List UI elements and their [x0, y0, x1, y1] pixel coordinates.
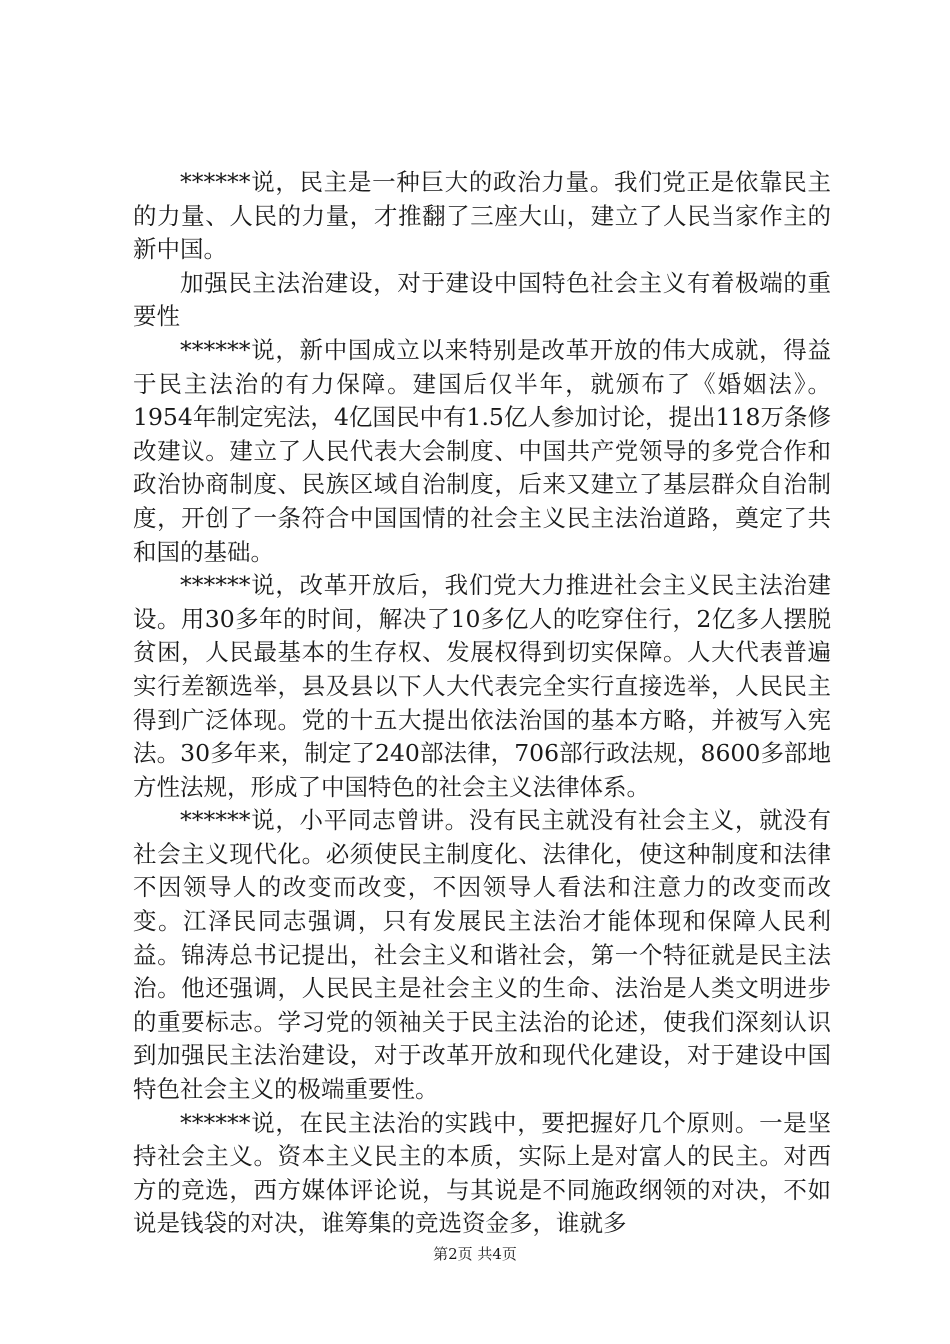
document-body — [133, 166, 831, 1241]
paragraph: ******说，民主是一种巨大的政治力量。我们党正是依靠民主的力量、人民的力量，才推翻了三座大山，建立了人民当家作主的新中国。 — [133, 168, 831, 264]
paragraph: ******说，小平同志曾讲。没有民主就没有社会主义，就没有社会主义现代化。必须使民主制度化、法律化，使这种制度和法律不因领导人的改变而改变，不因领导人看法和注意力的改变而改变。江泽民同志强调，只有发展民主法治才能体现和保障人民利益。锦涛总书记提出，社会主义和谐社会，第一个特征就是民主法治。他还强调，人民民主是社会主义的生命、法治是人类文明进步的重要标志。学习党的领袖关于民主法治的论述，使我们深刻认识到加强民主法治建设，对于改革开放和现代化建设，对于建设中国特色社会主义的极端重要性。 — [133, 806, 831, 1104]
paragraph: ******说，改革开放后，我们党大力推进社会主义民主法治建设。用30多年的时间，解决了10多亿人的吃穿住行，2亿多人摆脱贫困，人民最基本的生存权、发展权得到切实保障。人大代表普遍实行差额选举，县及县以下人大代表完全实行直接选举，人民民主得到广泛体现。党的十五大提出依法治国的基本方略，并被写入宪法。30多年来，制定了240部法律，706部行政法规，8600多部地方性法规，形成了中国特色的社会主义法律体系。 — [133, 571, 831, 801]
paragraph: ******说，在民主法治的实践中，要把握好几个原则。一是坚持社会主义。资本主义民主的本质，实际上是对富人的民主。对西方的竞选，西方媒体评论说，与其说是不同施政纲领的对决，不如说是钱袋的对决，谁筹集的竞选资金多，谁就多 — [133, 1108, 831, 1238]
paragraph-heading: 加强民主法治建设，对于建设中国特色社会主义有着极端的重要性 — [133, 268, 831, 331]
page-footer: 第2页 共4页 — [433, 1245, 517, 1263]
paragraph: ******说，新中国成立以来特别是改革开放的伟大成就，得益于民主法治的有力保障。建国后仅半年，就颁布了《婚姻法》。1954年制定宪法，4亿国民中有1.5亿人参加讨论，提出118万条修改建议。建立了人民代表大会制度、中国共产党领导的多党合作和政治协商制度、民族区域自治制度，后来又建立了基层群众自治制度，开创了一条符合中国国情的社会主义民主法治道路，奠定了共和国的基础。 — [133, 335, 831, 566]
